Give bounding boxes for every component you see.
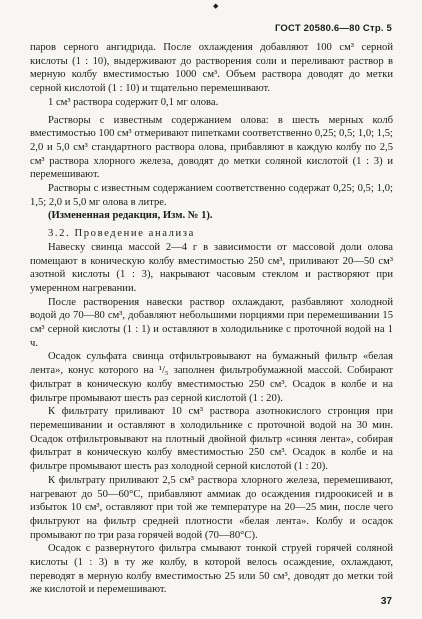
section-heading: 3.2. Проведение анализа xyxy=(48,228,195,240)
binding-mark: ◆ xyxy=(213,2,219,10)
body-text xyxy=(30,41,393,597)
paragraph: К фильтрату приливают 10 см³ раствора азотнокислого стронция при перемешивании и оставляют в холодильнике с проточной водой на 30 мин. Осадок отфильтровывают на плотный двойной фильтр «синяя лента», собирая фильтрат в коническую колбу вместимостью 250 см³. Осадок в колбе и на фильтре промывают шесть раз холодной серной кислотой (1 : 20). xyxy=(30,406,393,473)
paragraph: 1 см³ раствора содержит 0,1 мг олова. xyxy=(48,96,219,108)
paragraph: Навеску свинца массой 2—4 г в зависимости от массовой доли олова помещают в коническую колбу вместимостью 250 см³, приливают 20—50 см³ азотной кислоты (1 : 3), накрывают часовым стеклом и растворяют при умеренном нагревании. xyxy=(30,241,393,294)
page-number: 37 xyxy=(380,596,392,607)
paragraph: После растворения навески раствор охлаждают, разбавляют холодной водой до 70—80 см³, добавляют небольшими порциями при перемешивании 15 см³ серной кислоты (1 : 1) и оставляют в холодильнике с проточной водой на 1 ч. xyxy=(30,296,393,349)
paragraph: Растворы с известным содержанием соответственно содержат 0,25; 0,5; 1,0; 1,5; 2,0 и 5,0 мг олова в литре. xyxy=(30,183,393,208)
paragraph: К фильтрату приливают 2,5 см³ раствора хлорного железа, перемешивают, нагревают до 50—60°С, прибавляют аммиак до осаждения гидроокисей и в избыток 10 см³, оставляют при той же температуре на 20—25 мин, после чего фильтруют на фильтр средней плотности «белая лента». Колбу и осадок промывают по три раза горячей водой (70—80°С). xyxy=(30,474,393,541)
paragraph: Растворы с известным содержанием олова: в шесть мерных колб вместимостью 100 см³ отмеривают пипетками соответственно 0,25; 0,5; 1,0; 1,5; 2,0 и 5,0 см³ стандартного раствора олова, прибавляют в каждую колбу по 2,5 см³ раствора хлорного железа, доводят до метки соляной кислотой (1 : 3) и перемешивают. xyxy=(30,114,393,181)
amendment-note: (Измененная редакция, Изм. № 1). xyxy=(48,210,213,222)
page-header: ГОСТ 20580.6—80 Стр. 5 xyxy=(274,23,392,34)
paragraph: Осадок сульфата свинца отфильтровывают на бумажный фильтр «белая лента», конус которого на ¹/₅ заполнен фильтробумажной массой. Собирают фильтрат в коническую колбу вместимостью 250 см³. Осадок в колбе и на фильтре промывают шесть раз серной кислотой (1 : 20). xyxy=(30,351,393,404)
paragraph: Осадок с развернутого фильтра смывают тонкой струей горячей соляной кислоты (1 : 3) в ту же колбу, в которой велось осаждение, охлаждают, переводят в мерную колбу вместимостью 25 или 50 см³, доводят до метки той же кислотой и перемешивают. xyxy=(30,543,393,596)
paragraph: паров серного ангидрида. После охлаждения добавляют 100 см³ серной кислоты (1 : 10), выдерживают до растворения соли и переливают раствор в мерную колбу вместимостью 1000 см³. Объем раствора доводят до метки серной кислотой (1 : 10) и тщательно перемешивают. xyxy=(30,42,393,95)
